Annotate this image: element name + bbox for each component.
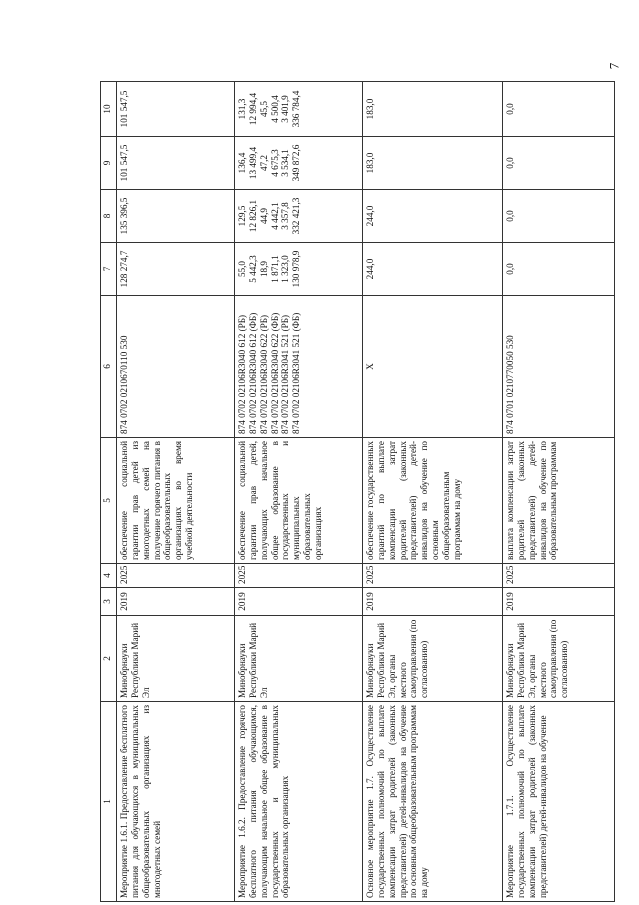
amount-value: 131,3 <box>237 98 247 120</box>
amount-value: 129,5 <box>237 205 247 227</box>
col-header: 6 <box>101 296 117 438</box>
amount-cell <box>117 243 235 296</box>
amount-cell <box>235 82 363 137</box>
amount-cell <box>363 190 503 243</box>
amount-value: 3 401,9 <box>280 95 291 123</box>
amount-value: 47,2 <box>258 154 269 172</box>
col-header: 9 <box>101 137 117 190</box>
amount-cell <box>503 243 615 296</box>
amount-value: 349 872,6 <box>291 144 302 182</box>
result-cell: обеспечение социальной гарантии прав детей, получающих начальное общее образование в государственных и муниципальных образовательных организациях <box>235 438 363 564</box>
amount-value: 0,0 <box>505 263 515 275</box>
amount-value: 130 978,9 <box>291 250 302 288</box>
table-row <box>503 82 615 902</box>
program-table <box>100 81 615 902</box>
executor-cell: Минобрнауки Республики Марий Эл, органы местного самоуправления (по согласованию) <box>363 616 503 702</box>
budget-code: 874 0702 0210670110 530 <box>119 335 129 434</box>
amount-value: 332 421,3 <box>291 197 302 235</box>
amount-value: 55,0 <box>237 260 247 278</box>
amount-value: 44,9 <box>258 207 269 225</box>
col-header: 8 <box>101 190 117 243</box>
measure-name-cell: Мероприятие 1.7.1. Осуществление государственных полномочий по выплате компенсации затрат родителей (законных представителей) детей-инвалидов на обучение <box>503 702 615 902</box>
amount-cell <box>363 82 503 137</box>
amount-value: 1 323,0 <box>280 255 291 283</box>
amount-value: 101 547,5 <box>119 144 129 182</box>
amount-cell <box>503 137 615 190</box>
result-cell: обеспечение социальной гарантии прав детей из многодетных семей на получение горячего питания в общеобразовательных организациях во время учебной деятельности <box>117 438 235 564</box>
amount-cell <box>363 137 503 190</box>
amount-value: 1 871,1 <box>269 255 280 283</box>
table-row <box>363 82 503 902</box>
amount-value: 3 357,8 <box>280 202 291 230</box>
start-year-cell: 2019 <box>503 588 615 616</box>
budget-code: 874 0702 02106R3040 612 (ФБ) <box>247 312 258 434</box>
column-number-row <box>101 82 117 902</box>
amount-value: 0,0 <box>505 103 515 115</box>
budget-code: 874 0702 02106R3041 521 (ФБ) <box>291 312 302 434</box>
amount-cell <box>117 137 235 190</box>
amount-value: 0,0 <box>505 157 515 169</box>
result-cell: обеспечение государственных гарантий по выплате компенсации затрат родителей (законных представителей) детей-инвалидов на обучение по основным общеобразовательным программам на дому <box>363 438 503 564</box>
executor-cell: Минобрнауки Республики Марий Эл, органы местного самоуправления (по согласованию) <box>503 616 615 702</box>
col-header: 7 <box>101 243 117 296</box>
budget-code: 874 0702 02106R3040 622 (РБ) <box>258 314 269 434</box>
amount-value: 13 499,4 <box>247 146 258 180</box>
amount-value: 45,5 <box>258 100 269 118</box>
end-year-cell: 2025 <box>117 564 235 588</box>
amount-value: 101 547,5 <box>119 90 129 128</box>
end-year-cell: 2025 <box>235 564 363 588</box>
budget-code-cell <box>235 296 363 438</box>
amount-cell <box>117 190 235 243</box>
col-header: 10 <box>101 82 117 137</box>
amount-value: 183,0 <box>365 152 375 174</box>
table-row <box>235 82 363 902</box>
measure-name-cell: Мероприятие 1.6.2. Предоставление горячего бесплатного питания обучающимся, получающим начальное общее образование в государственных и муниципальных образовательных организациях <box>235 702 363 902</box>
amount-value: 4 442,1 <box>269 202 280 230</box>
budget-code: 874 0701 0210770050 530 <box>505 335 515 434</box>
amount-value: 4 675,3 <box>269 149 280 177</box>
budget-code: Х <box>365 363 375 370</box>
measure-name-cell: Мероприятие 1.6.1. Предоставление бесплатного питания для обучающихся в муниципальных общеобразовательных организациях из многодетных семей <box>117 702 235 902</box>
budget-code: 874 0702 02106R3040 612 (РБ) <box>237 314 247 434</box>
amount-value: 5 442,3 <box>247 255 258 283</box>
amount-cell <box>503 190 615 243</box>
measure-name-cell: Основное мероприятие 1.7. Осуществление государственных полномочий по выплате компенсации затрат родителей (законных представителей) детей-инвалидов на обучение по основным общеобразовательным программам на дому <box>363 702 503 902</box>
amount-value: 3 534,1 <box>280 149 291 177</box>
amount-value: 136,4 <box>237 152 247 174</box>
budget-code-cell <box>503 296 615 438</box>
end-year-cell: 2025 <box>363 564 503 588</box>
col-header: 4 <box>101 564 117 588</box>
result-cell: выплата компенсации затрат родителей (законных представителей) детей-инвалидов на обучение по образовательным программам <box>503 438 615 564</box>
executor-cell: Минобрнауки Республики Марий Эл <box>117 616 235 702</box>
col-header: 3 <box>101 588 117 616</box>
amount-cell <box>363 243 503 296</box>
col-header: 5 <box>101 438 117 564</box>
amount-cell <box>503 82 615 137</box>
amount-cell <box>235 190 363 243</box>
amount-value: 336 784,4 <box>291 90 302 128</box>
amount-value: 244,0 <box>365 205 375 227</box>
start-year-cell: 2019 <box>117 588 235 616</box>
amount-value: 12 826,1 <box>247 199 258 233</box>
col-header: 1 <box>101 702 117 902</box>
amount-value: 183,0 <box>365 98 375 120</box>
amount-value: 18,9 <box>258 260 269 278</box>
amount-value: 0,0 <box>505 210 515 222</box>
amount-value: 135 396,5 <box>119 197 129 235</box>
executor-cell: Минобрнауки Республики Марий Эл <box>235 616 363 702</box>
amount-cell <box>235 137 363 190</box>
amount-cell <box>117 82 235 137</box>
budget-code: 874 0702 02106R3040 622 (ФБ) <box>269 312 280 434</box>
col-header: 2 <box>101 616 117 702</box>
rotated-table-wrapper <box>100 82 623 902</box>
budget-code-cell <box>363 296 503 438</box>
amount-value: 128 274,7 <box>119 250 129 288</box>
budget-code: 874 0702 02106R3041 521 (РБ) <box>280 314 291 434</box>
table-row <box>117 82 235 902</box>
amount-value: 4 500,4 <box>269 95 280 123</box>
page-number: 7 <box>605 62 621 70</box>
start-year-cell: 2019 <box>235 588 363 616</box>
budget-code-cell <box>117 296 235 438</box>
amount-value: 244,0 <box>365 258 375 280</box>
amount-cell <box>235 243 363 296</box>
start-year-cell: 2019 <box>363 588 503 616</box>
amount-value: 12 994,4 <box>247 92 258 126</box>
end-year-cell: 2025 <box>503 564 615 588</box>
